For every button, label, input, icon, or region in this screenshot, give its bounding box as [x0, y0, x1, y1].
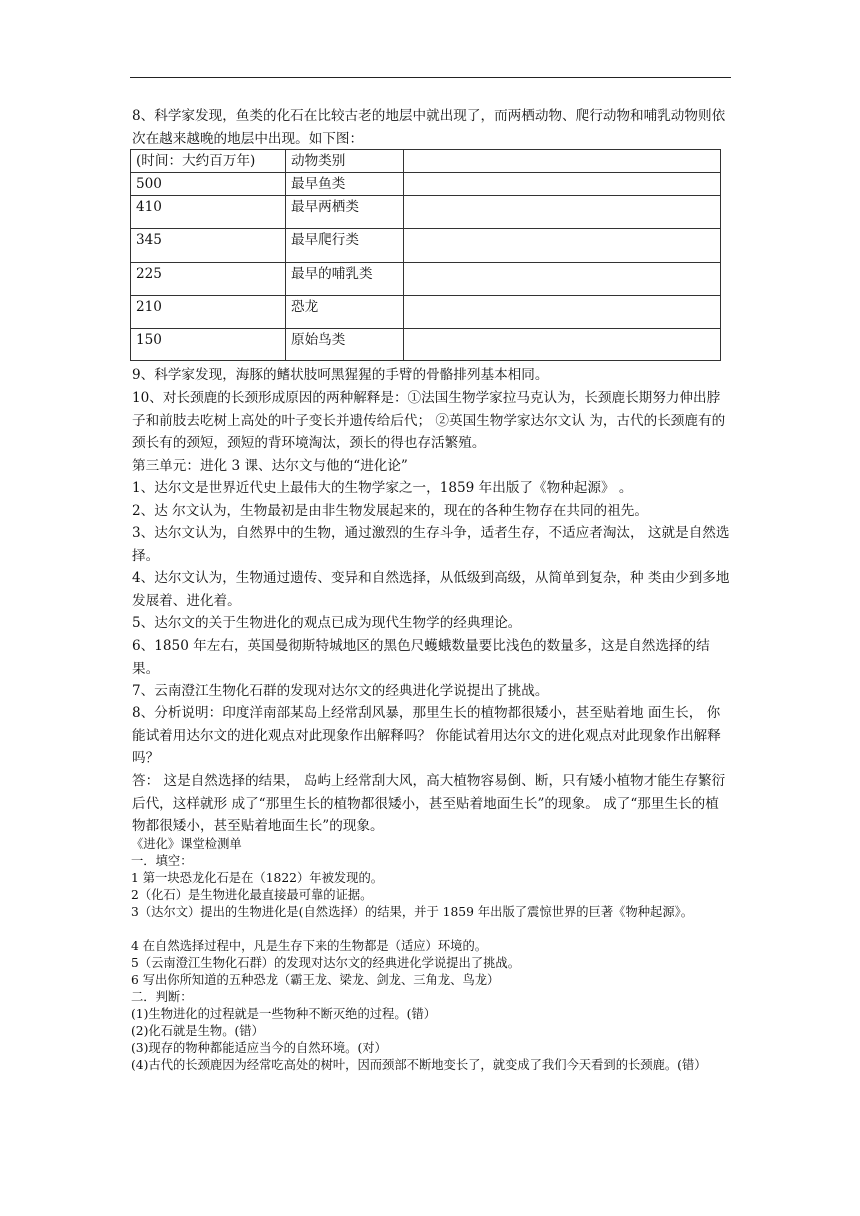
table-row: [131, 296, 721, 329]
table-row: [131, 173, 721, 196]
table-header-category: 动物类别: [286, 150, 404, 173]
unit-3-point-2: 2、达 尔文认为，生物最初是由非生物发展起来的，现在的各种生物存在共同的祖先。: [132, 503, 648, 519]
table-cell-category: 最早的哺乳类: [286, 263, 404, 296]
unit-3-point-3: 3、达尔文认为，自然界中的生物，通过激烈的生存斗争，适者生存，不适应者淘汰， 这就是自然选择。: [132, 525, 730, 564]
table-cell-extra: [404, 296, 721, 329]
table-row: [131, 196, 721, 229]
table-cell-extra: [404, 263, 721, 296]
table-cell-extra: [404, 173, 721, 196]
table-header-time: (时间：大约百万年): [131, 150, 286, 173]
fossil-timeline-table: [130, 149, 721, 361]
table-cell-category: 恐龙: [286, 296, 404, 329]
paragraph-10: 10、对长颈鹿的长颈形成原因的两种解释是：①法国生物学家拉马克认为，长颈鹿长期努力伸出脖子和前肢去吃树上高处的叶子变长并遗传给后代； ②英国生物学家达尔文认 为，古代的长颈鹿有的颈长有的颈短，颈短的背环境淘汰，颈长的得也存活繁殖。: [132, 390, 726, 451]
fill-in-item-6: 6 写出你所知道的五种恐龙（霸王龙、梁龙、剑龙、三角龙、鸟龙）: [131, 973, 500, 987]
table-cell-time: 345: [131, 229, 286, 263]
judgment-item-4: (4)古代的长颈鹿因为经常吃高处的树叶，因而颈部不断地变长了，就变成了我们今天看到的长颈鹿。(错）: [131, 1058, 707, 1072]
table-cell-time: 210: [131, 296, 286, 329]
table-cell-category: 最早两栖类: [286, 196, 404, 229]
table-cell-time: 410: [131, 196, 286, 229]
judgment-heading: 二．判断：: [131, 990, 193, 1004]
fill-in-item-5: 5（云南澄江生物化石群）的发现对达尔文的经典进化学说提出了挑战。: [131, 956, 521, 970]
judgment-item-1: (1)生物进化的过程就是一些物种不断灭绝的过程。(错）: [131, 1007, 437, 1021]
fill-in-item-3: 3（达尔文）提出的生物进化是(自然选择）的结果，并于 1859 年出版了震惊世界的巨著《物种起源》。: [131, 905, 694, 919]
table-cell-category: 原始鸟类: [286, 329, 404, 361]
table-cell-extra: [404, 329, 721, 361]
judgment-item-2: (2)化石就是生物。(错）: [131, 1024, 264, 1038]
quiz-title: 《进化》课堂检测单: [131, 837, 242, 851]
unit-3-point-8: 8、分析说明：印度洋南部某岛上经常刮风暴，那里生长的植物都很矮小，甚至贴着地 面生长， 你能试着用达尔文的进化观点对此现象作出解释吗？ 你能试着用达尔文的进化观点对此现象作出解释吗？: [132, 705, 721, 766]
table-header-extra: [404, 150, 721, 173]
unit-3-point-1: 1、达尔文是世界近代史上最伟大的生物学家之一，1859 年出版了《物种起源》 。: [132, 480, 633, 496]
unit-3-point-5: 5、达尔文的关于生物进化的观点已成为现代生物学的经典理论。: [132, 615, 522, 631]
table-cell-time: 500: [131, 173, 286, 196]
unit-3-point-6: 6、1850 年左右，英国曼彻斯特城地区的黑色尺蠖蛾数量要比浅色的数量多，这是自然选择的结果。: [132, 638, 710, 677]
table-header-row: [131, 150, 721, 173]
fill-in-item-4: 4 在自然选择过程中，凡是生存下来的生物都是（适应）环境的。: [131, 939, 488, 953]
answer-paragraph: 答： 这是自然选择的结果， 岛屿上经常刮大风，高大植物容易倒、断，只有矮小植物才能生存繁衍后代，这样就形 成了“那里生长的植物都很矮小，甚至贴着地面生长”的现象。 成了“那里生长的植物都很矮小，甚至贴着地面生长”的现象。: [132, 773, 726, 834]
fill-in-item-1: 1 第一块恐龙化石是在（1822）年被发现的。: [131, 871, 384, 885]
header-rule: [130, 77, 731, 78]
fill-in-item-2: 2（化石）是生物进化最直接最可靠的证据。: [131, 888, 373, 902]
question-8-intro: 8、科学家发现，鱼类的化石在比较古老的地层中就出现了，而两栖动物、爬行动物和哺乳动物则依次在越来越晚的地层中出现。如下图：: [132, 108, 726, 147]
table-cell-extra: [404, 196, 721, 229]
table-row: [131, 329, 721, 361]
judgment-item-3: (3)现存的物种都能适应当今的自然环境。(对）: [131, 1041, 387, 1055]
table-row: [131, 229, 721, 263]
table-row: [131, 263, 721, 296]
unit-3-point-7: 7、云南澄江生物化石群的发现对达尔文的经典进化学说提出了挑战。: [132, 683, 549, 699]
table-cell-time: 150: [131, 329, 286, 361]
fill-in-heading: 一．填空：: [131, 854, 193, 868]
table-cell-time: 225: [131, 263, 286, 296]
paragraph-9: 9、科学家发现，海豚的鳍状肢呵黑猩猩的手臂的骨骼排列基本相同。: [132, 367, 549, 383]
unit-3-heading: 第三单元：进化 3 课、达尔文与他的“进化论”: [132, 458, 408, 474]
unit-3-point-4: 4、达尔文认为，生物通过遗传、变异和自然选择，从低级到高级，从简单到复杂，种 类由少到多地发展着、进化着。: [132, 570, 730, 609]
table-cell-category: 最早鱼类: [286, 173, 404, 196]
table-cell-category: 最早爬行类: [286, 229, 404, 263]
table-cell-extra: [404, 229, 721, 263]
